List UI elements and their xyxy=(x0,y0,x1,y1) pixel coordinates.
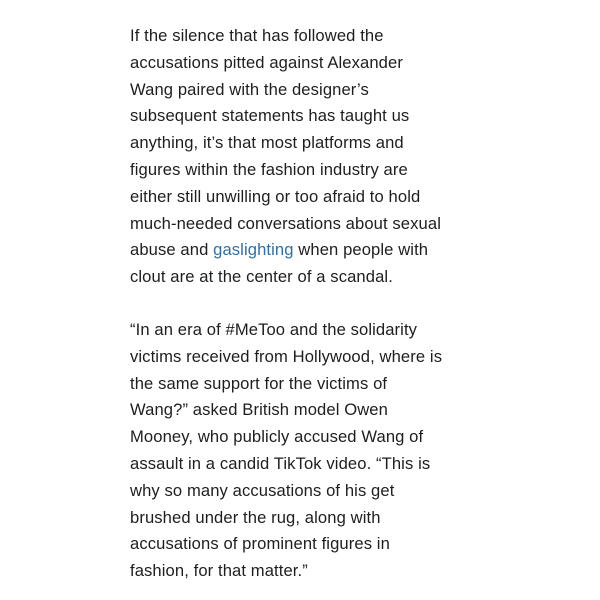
text-segment: when people with xyxy=(293,240,429,260)
text-line: figures within the fashion industry are xyxy=(130,159,408,179)
text-line: victims received from Hollywood, where is xyxy=(130,346,443,366)
paragraph-1 xyxy=(130,23,460,291)
text-line: If the silence that has followed the xyxy=(130,26,384,45)
article-body xyxy=(130,23,460,585)
text-line: much-needed conversations about sexual xyxy=(130,213,441,233)
gaslighting-link[interactable]: gaslighting xyxy=(213,240,294,260)
paragraph-2-quote xyxy=(130,317,460,585)
text-line: Wang paired with the designer’s xyxy=(130,79,369,99)
text-line: Wang?” asked British model Owen xyxy=(130,400,388,420)
text-line: either still unwilling or too afraid to hold xyxy=(130,186,421,206)
text-line: clout are at the center of a scandal. xyxy=(130,267,393,287)
text-line: subsequent statements has taught us xyxy=(130,106,410,126)
text-line: the same support for the victims of xyxy=(130,373,388,393)
text-line: Mooney, who publicly accused Wang of xyxy=(130,427,424,447)
text-line: accusations of prominent figures in xyxy=(130,534,390,554)
text-line-with-link xyxy=(130,237,460,264)
text-line: assault in a candid TikTok video. “This is xyxy=(130,453,431,473)
text-line: fashion, for that matter.” xyxy=(130,561,308,581)
text-line: brushed under the rug, along with xyxy=(130,507,381,527)
text-line: accusations pitted against Alexander xyxy=(130,52,403,72)
text-line: anything, it’s that most platforms and xyxy=(130,133,404,153)
text-line: “In an era of #MeToo and the solidarity xyxy=(130,319,418,339)
text-segment: abuse and xyxy=(130,240,214,260)
text-line: why so many accusations of his get xyxy=(130,480,395,500)
